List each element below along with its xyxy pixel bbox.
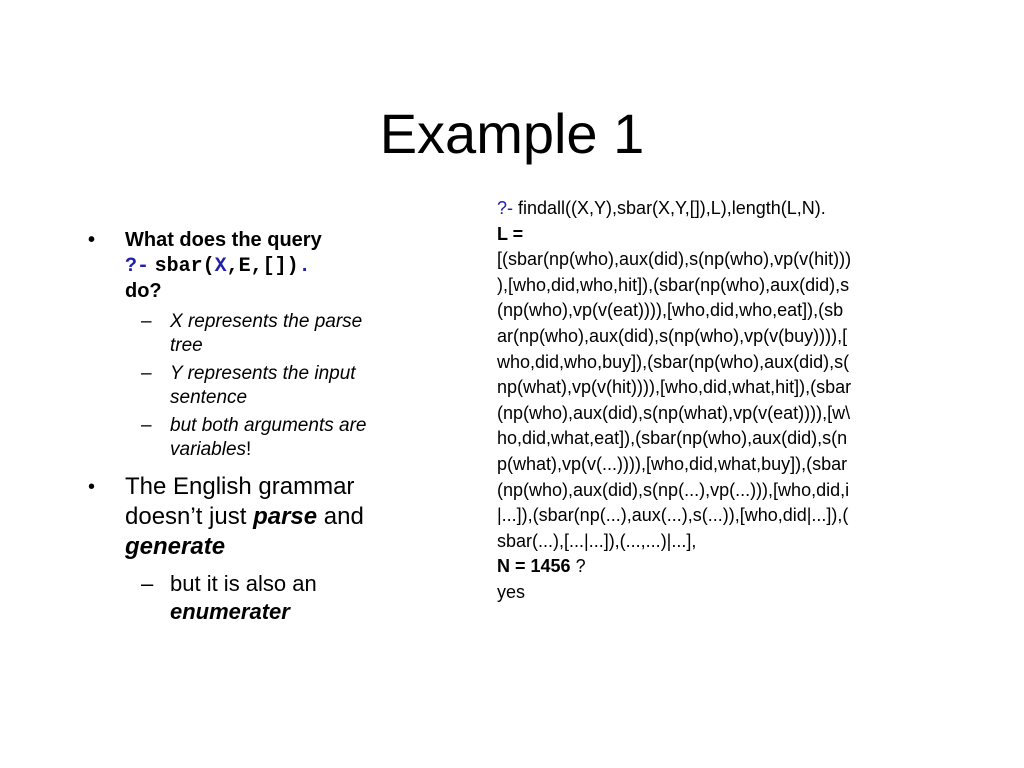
sub-bullet-variables: [88, 414, 388, 462]
sub-bullet-exclaim: !: [246, 439, 252, 460]
parse-word: parse: [253, 503, 318, 530]
prolog-result-line: (np(who),vp(v(eat)))),[who,did,who,eat]),(sb: [497, 300, 844, 321]
sub-bullet-text: but both arguments are variables: [170, 415, 367, 460]
generate-word: generate: [125, 533, 226, 560]
and-word: and: [323, 503, 364, 530]
query-prompt: ?-: [125, 255, 150, 278]
bullet-dash: –: [141, 571, 154, 596]
prolog-result-line: (np(who),aux(did),s(np(what),vp(v(eat)))),[w\: [497, 402, 851, 423]
prolog-result-line: (np(who),aux(did),s(np(...),vp(...))),[who,did,i: [497, 479, 850, 500]
prolog-result-line: who,did,who,buy]),(sbar(np(who),aux(did),s(: [497, 351, 850, 372]
query-sbar: sbar(: [154, 255, 215, 278]
bullet-dash: –: [141, 363, 152, 384]
prolog-l-label: L =: [497, 223, 524, 244]
query-x: X: [214, 255, 227, 278]
bullet-dash: –: [141, 311, 152, 332]
prolog-query: findall((X,Y),sbar(X,Y,[]),L),length(L,N).: [513, 198, 826, 218]
bullet-list: [88, 228, 388, 626]
slide-title: Example 1: [379, 102, 645, 165]
enumerater-word: enumerater: [170, 599, 290, 624]
query-intro-text: What does the query: [125, 229, 322, 251]
prolog-result-line: sbar(...),[...|...]),(...,...)|...],: [497, 530, 697, 551]
prolog-result-line: p(what),vp(v(...)))),[who,did,what,buy]),(sbar: [497, 453, 848, 474]
bullet-dot: •: [88, 229, 96, 251]
prolog-result-line: ),[who,did,who,hit]),(sbar(np(who),aux(did),s: [497, 274, 850, 295]
bullet-query: [88, 228, 388, 304]
bullet-grammar: [88, 472, 388, 562]
prolog-result-line: |...]),(sbar(np(...),aux(...),s(...)),[who,did|...]),(: [497, 505, 849, 526]
sub-bullet-text: but it is also an: [170, 571, 317, 596]
prolog-n-label: N = 1456: [497, 556, 571, 577]
prolog-output: [497, 196, 957, 606]
sub-bullet-enumerater: [88, 570, 388, 626]
prolog-result-line: [(sbar(np(who),aux(did),s(np(who),vp(v(hit))): [497, 249, 852, 270]
sub-bullet-text: X represents the parse tree: [170, 311, 363, 356]
prolog-n-suffix: ?: [570, 556, 586, 577]
prolog-n-line: [497, 554, 957, 580]
query-do: do?: [125, 280, 162, 302]
prolog-result-line: ar(np(who),aux(did),s(np(who),vp(v(buy)))),[: [497, 325, 848, 346]
prolog-result-line: ho,did,what,eat]),(sbar(np(who),aux(did),s(n: [497, 428, 848, 449]
prolog-result-lines: [497, 247, 957, 554]
bullet-dot: •: [88, 476, 96, 498]
sub-bullet-x: [88, 310, 388, 358]
prolog-yes: yes: [497, 581, 526, 602]
sub-bullet-text: Y represents the input sentence: [170, 363, 356, 408]
prolog-query-line: [497, 196, 957, 222]
prolog-prompt: ?-: [497, 198, 514, 218]
sub-bullet-y: [88, 362, 388, 410]
bullet-dash: –: [141, 415, 152, 436]
grammar-text: The English grammar doesn’t just: [125, 473, 355, 530]
query-args: ,E,[]): [226, 255, 299, 278]
query-end: .: [298, 255, 311, 278]
prolog-result-line: np(what),vp(v(hit)))),[who,did,what,hit]),(sbar: [497, 377, 852, 398]
